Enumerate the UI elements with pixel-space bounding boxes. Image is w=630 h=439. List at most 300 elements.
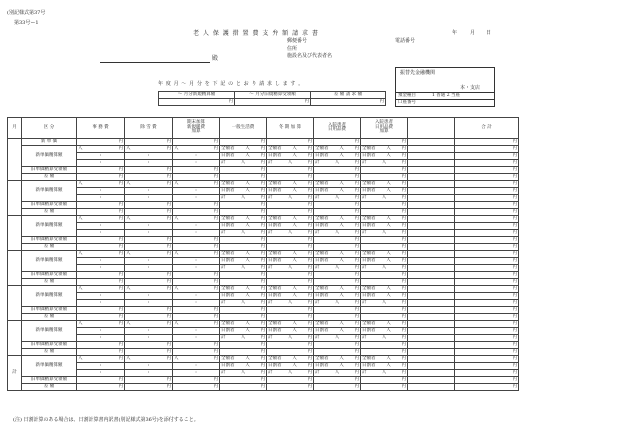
unit-label: 円 <box>354 159 359 165</box>
value-cell[interactable] <box>220 181 267 188</box>
value-cell[interactable] <box>455 202 519 209</box>
value-cell[interactable] <box>267 356 314 363</box>
unit-label: 人 <box>78 250 83 256</box>
value-cell[interactable] <box>220 314 267 321</box>
value-cell[interactable] <box>125 342 173 349</box>
unit-label: 円 <box>166 383 171 389</box>
value-cell[interactable] <box>267 272 314 279</box>
value-cell[interactable] <box>314 363 361 370</box>
value-cell[interactable] <box>125 146 173 153</box>
value-cell[interactable] <box>220 307 267 314</box>
value-cell[interactable] <box>361 153 408 160</box>
unit-label: 日割者 <box>315 327 329 333</box>
value-cell[interactable] <box>77 286 125 293</box>
value-cell[interactable] <box>314 188 361 195</box>
unit-label: 日割者 <box>315 362 329 368</box>
value-cell[interactable] <box>267 167 314 174</box>
value-cell[interactable] <box>125 251 173 258</box>
value-cell[interactable] <box>314 328 361 335</box>
value-cell[interactable] <box>173 314 220 321</box>
value-cell[interactable] <box>455 279 519 286</box>
value-cell[interactable] <box>77 384 125 391</box>
value-cell[interactable] <box>220 356 267 363</box>
value-cell[interactable] <box>314 314 361 321</box>
value-cell[interactable] <box>173 286 220 293</box>
value-cell[interactable] <box>220 146 267 153</box>
value-cell[interactable] <box>125 139 173 146</box>
value-cell[interactable] <box>314 342 361 349</box>
unit-label: 計 <box>268 264 273 270</box>
value-cell[interactable] <box>455 195 519 202</box>
value-cell[interactable] <box>455 272 519 279</box>
value-cell[interactable] <box>267 174 314 181</box>
value-cell[interactable] <box>267 300 314 307</box>
value-cell[interactable] <box>455 237 519 244</box>
unit-label: 円 <box>512 215 517 221</box>
unit-label: 人 <box>386 152 391 158</box>
value-cell[interactable] <box>220 174 267 181</box>
value-cell[interactable] <box>361 216 408 223</box>
value-cell[interactable] <box>220 251 267 258</box>
value-cell[interactable] <box>361 160 408 167</box>
value-cell[interactable] <box>220 223 267 230</box>
value-cell[interactable] <box>125 321 173 328</box>
value-cell[interactable] <box>314 272 361 279</box>
unit-label: 計 <box>268 159 273 165</box>
value-cell[interactable] <box>267 202 314 209</box>
value-cell[interactable] <box>220 244 267 251</box>
value-cell[interactable] <box>314 307 361 314</box>
value-cell[interactable] <box>314 202 361 209</box>
value-cell[interactable] <box>314 279 361 286</box>
value-cell[interactable] <box>361 265 408 272</box>
value-cell[interactable] <box>173 181 220 188</box>
value-cell[interactable] <box>455 314 519 321</box>
value-cell[interactable] <box>361 258 408 265</box>
value-cell[interactable] <box>77 349 125 356</box>
value-cell[interactable] <box>314 349 361 356</box>
value-cell[interactable] <box>173 342 220 349</box>
value-cell[interactable] <box>267 209 314 216</box>
value-cell[interactable] <box>77 314 125 321</box>
value-cell[interactable] <box>267 265 314 272</box>
value-cell[interactable] <box>125 244 173 251</box>
value-cell[interactable] <box>455 265 519 272</box>
value-cell[interactable] <box>77 307 125 314</box>
value-cell[interactable] <box>77 244 125 251</box>
unit-label: 円 <box>166 145 171 151</box>
value-cell[interactable] <box>314 160 361 167</box>
value-cell[interactable] <box>455 321 519 328</box>
value-cell[interactable] <box>173 279 220 286</box>
value-cell[interactable] <box>267 370 314 377</box>
value-cell[interactable] <box>361 321 408 328</box>
unit-label: 円 <box>512 180 517 186</box>
value-cell[interactable] <box>220 209 267 216</box>
value-cell[interactable] <box>361 244 408 251</box>
value-cell[interactable] <box>314 153 361 160</box>
value-cell[interactable] <box>77 216 125 223</box>
unit-label: 円 <box>118 271 123 277</box>
value-cell[interactable] <box>361 209 408 216</box>
value-cell[interactable] <box>314 356 361 363</box>
value-cell[interactable] <box>455 251 519 258</box>
value-cell[interactable] <box>220 370 267 377</box>
value-cell[interactable] <box>173 174 220 181</box>
value-cell[interactable] <box>267 195 314 202</box>
unit-label: 円 <box>118 341 123 347</box>
value-cell[interactable] <box>77 146 125 153</box>
value-cell[interactable] <box>77 167 125 174</box>
value-cell[interactable] <box>267 335 314 342</box>
value-cell[interactable] <box>77 139 125 146</box>
value-cell[interactable] <box>361 146 408 153</box>
value-cell[interactable] <box>455 216 519 223</box>
value-cell[interactable] <box>314 216 361 223</box>
value-cell[interactable] <box>125 349 173 356</box>
value-cell[interactable] <box>314 167 361 174</box>
value-cell[interactable] <box>220 328 267 335</box>
value-cell[interactable] <box>361 314 408 321</box>
value-cell[interactable] <box>77 342 125 349</box>
unit-label: 人 <box>287 194 293 200</box>
value-cell[interactable] <box>361 167 408 174</box>
value-cell[interactable] <box>314 300 361 307</box>
value-cell[interactable] <box>314 370 361 377</box>
value-cell[interactable] <box>314 384 361 391</box>
value-cell[interactable] <box>220 300 267 307</box>
value-cell[interactable] <box>220 335 267 342</box>
value-cell[interactable] <box>77 272 125 279</box>
value-cell[interactable] <box>220 265 267 272</box>
value-cell[interactable] <box>220 139 267 146</box>
value-cell[interactable] <box>77 202 125 209</box>
value-cell[interactable] <box>361 307 408 314</box>
value-cell[interactable] <box>267 230 314 237</box>
value-cell[interactable] <box>455 349 519 356</box>
value-cell[interactable] <box>267 279 314 286</box>
value-cell[interactable] <box>125 314 173 321</box>
value-cell[interactable] <box>455 363 519 370</box>
value-cell[interactable] <box>361 188 408 195</box>
value-cell[interactable] <box>314 258 361 265</box>
value-cell[interactable] <box>77 279 125 286</box>
unit-label: 円 <box>307 201 312 207</box>
value-cell[interactable] <box>267 181 314 188</box>
value-cell[interactable] <box>173 272 220 279</box>
value-cell <box>408 174 455 181</box>
value-cell[interactable] <box>361 384 408 391</box>
value-cell[interactable] <box>220 384 267 391</box>
value-cell[interactable] <box>455 335 519 342</box>
value-cell[interactable] <box>361 328 408 335</box>
value-cell[interactable] <box>220 195 267 202</box>
value-cell[interactable] <box>361 202 408 209</box>
value-cell[interactable] <box>314 146 361 153</box>
value-cell[interactable] <box>173 307 220 314</box>
unit-label: 円 <box>401 271 406 277</box>
value-cell[interactable] <box>173 321 220 328</box>
value-cell[interactable] <box>361 272 408 279</box>
table-row <box>8 342 519 349</box>
unit-label: 円 <box>307 152 312 158</box>
value-cell[interactable] <box>77 237 125 244</box>
value-cell[interactable] <box>455 174 519 181</box>
value-cell[interactable] <box>125 167 173 174</box>
value-cell[interactable] <box>314 209 361 216</box>
value-cell[interactable] <box>361 293 408 300</box>
row-label-old-settle: 旧単価精算受領額 <box>22 272 77 279</box>
value-cell[interactable] <box>125 272 173 279</box>
value-cell <box>408 335 455 342</box>
value-cell[interactable] <box>125 356 173 363</box>
value-cell[interactable] <box>455 223 519 230</box>
value-cell[interactable] <box>220 160 267 167</box>
value-cell[interactable] <box>455 384 519 391</box>
summary-new-amount[interactable]: 円 <box>159 99 235 106</box>
unit-label: 計 <box>268 334 273 340</box>
unit-label: 円 <box>213 285 218 291</box>
summary-header-old: ～ 月分旧規精算受領額 <box>235 92 311 99</box>
value-cell[interactable] <box>77 377 125 384</box>
value-cell[interactable] <box>173 356 220 363</box>
value-cell[interactable] <box>455 188 519 195</box>
value-cell[interactable] <box>314 181 361 188</box>
value-cell[interactable] <box>361 342 408 349</box>
value-cell[interactable] <box>267 293 314 300</box>
unit-label: 円 <box>512 264 517 270</box>
value-cell[interactable] <box>455 167 519 174</box>
value-cell[interactable] <box>77 181 125 188</box>
value-cell[interactable] <box>125 181 173 188</box>
value-cell[interactable] <box>361 370 408 377</box>
value-cell[interactable] <box>267 363 314 370</box>
value-cell[interactable] <box>267 258 314 265</box>
value-cell[interactable] <box>125 202 173 209</box>
value-cell[interactable] <box>77 209 125 216</box>
value-cell[interactable] <box>314 174 361 181</box>
value-cell[interactable] <box>361 237 408 244</box>
value-cell[interactable] <box>125 377 173 384</box>
table-row <box>8 181 519 188</box>
unit-label: 円 <box>307 362 312 368</box>
value-cell[interactable] <box>267 216 314 223</box>
value-cell[interactable] <box>220 188 267 195</box>
value-cell[interactable] <box>267 160 314 167</box>
value-cell[interactable] <box>267 286 314 293</box>
value-cell[interactable] <box>267 342 314 349</box>
value-cell[interactable] <box>361 223 408 230</box>
value-cell[interactable] <box>173 167 220 174</box>
value-cell[interactable] <box>77 174 125 181</box>
summary-old-amount[interactable]: 円 <box>235 99 311 106</box>
value-cell[interactable] <box>455 342 519 349</box>
value-cell[interactable] <box>361 349 408 356</box>
unit-label: 円 <box>401 334 406 340</box>
value-cell[interactable] <box>314 286 361 293</box>
value-cell[interactable] <box>220 349 267 356</box>
value-cell[interactable] <box>267 237 314 244</box>
value-cell[interactable] <box>173 251 220 258</box>
value-cell[interactable] <box>267 139 314 146</box>
value-cell[interactable] <box>125 384 173 391</box>
value-cell[interactable] <box>125 216 173 223</box>
unit-label: 円 <box>401 369 406 375</box>
value-cell[interactable] <box>125 209 173 216</box>
unit-label: 円 <box>118 201 123 207</box>
value-cell[interactable] <box>314 244 361 251</box>
value-cell[interactable] <box>314 335 361 342</box>
table-row <box>8 237 519 244</box>
value-cell[interactable] <box>455 146 519 153</box>
summary-diff-amount[interactable]: 円 <box>311 99 386 106</box>
table-row <box>8 223 519 230</box>
value-cell[interactable] <box>173 202 220 209</box>
value-cell[interactable] <box>361 174 408 181</box>
value-cell[interactable] <box>455 160 519 167</box>
unit-label: 人 <box>245 250 250 256</box>
value-cell <box>408 153 455 160</box>
value-cell[interactable] <box>220 363 267 370</box>
unit-label: 円 <box>260 166 265 172</box>
value-cell[interactable] <box>267 384 314 391</box>
value-cell[interactable] <box>267 314 314 321</box>
value-cell[interactable] <box>173 146 220 153</box>
value-cell[interactable] <box>267 244 314 251</box>
value-cell[interactable] <box>77 356 125 363</box>
value-cell[interactable] <box>455 307 519 314</box>
value-cell[interactable] <box>361 181 408 188</box>
value-cell[interactable] <box>455 181 519 188</box>
unit-label: 円 <box>166 138 171 144</box>
value-cell[interactable] <box>267 377 314 384</box>
value-cell[interactable] <box>361 300 408 307</box>
unit-label: 円 <box>512 173 517 179</box>
value-cell[interactable] <box>314 139 361 146</box>
value-cell[interactable] <box>455 328 519 335</box>
value-cell[interactable] <box>455 244 519 251</box>
value-cell[interactable] <box>314 237 361 244</box>
value-cell[interactable] <box>77 251 125 258</box>
unit-label: 人 <box>78 145 83 151</box>
value-cell[interactable] <box>173 237 220 244</box>
value-cell[interactable] <box>267 146 314 153</box>
value-cell[interactable] <box>220 202 267 209</box>
value-cell[interactable] <box>220 216 267 223</box>
value-cell[interactable] <box>220 167 267 174</box>
value-cell[interactable] <box>267 349 314 356</box>
value-cell[interactable] <box>220 293 267 300</box>
unit-label: 円 <box>512 313 517 319</box>
unit-label: 全額者 <box>268 285 282 291</box>
value-cell[interactable] <box>314 293 361 300</box>
value-cell[interactable] <box>125 174 173 181</box>
value-cell[interactable] <box>361 230 408 237</box>
value-cell[interactable] <box>455 370 519 377</box>
value-cell[interactable] <box>173 209 220 216</box>
table-row <box>8 286 519 293</box>
value-cell[interactable] <box>361 377 408 384</box>
value-cell[interactable] <box>77 321 125 328</box>
unit-label: 人 <box>245 145 250 151</box>
value-cell[interactable] <box>361 279 408 286</box>
value-cell[interactable] <box>220 279 267 286</box>
value-cell[interactable] <box>125 279 173 286</box>
value-cell[interactable] <box>361 335 408 342</box>
value-cell[interactable] <box>361 286 408 293</box>
value-cell[interactable] <box>220 153 267 160</box>
unit-label: 円 <box>213 145 218 151</box>
value-cell[interactable] <box>361 363 408 370</box>
value-cell[interactable] <box>314 321 361 328</box>
value-cell[interactable] <box>361 195 408 202</box>
value-cell[interactable] <box>173 244 220 251</box>
value-cell[interactable] <box>173 349 220 356</box>
unit-label: 人 <box>334 299 340 305</box>
value-cell[interactable] <box>220 237 267 244</box>
unit-label: 円 <box>166 201 171 207</box>
value-cell[interactable] <box>455 258 519 265</box>
value-cell[interactable] <box>220 258 267 265</box>
value-cell[interactable] <box>220 272 267 279</box>
unit-label: 人 <box>174 250 179 256</box>
value-cell: : <box>173 188 220 195</box>
value-cell[interactable] <box>267 188 314 195</box>
value-cell[interactable] <box>361 139 408 146</box>
value-cell[interactable] <box>220 230 267 237</box>
unit-label: 円 <box>118 313 123 319</box>
value-cell[interactable] <box>361 356 408 363</box>
value-cell[interactable] <box>455 139 519 146</box>
value-cell[interactable] <box>220 286 267 293</box>
value-cell[interactable] <box>220 342 267 349</box>
value-cell[interactable] <box>314 251 361 258</box>
value-cell[interactable] <box>455 230 519 237</box>
value-cell[interactable] <box>361 251 408 258</box>
value-cell[interactable] <box>314 265 361 272</box>
value-cell[interactable] <box>173 377 220 384</box>
value-cell[interactable] <box>314 195 361 202</box>
value-cell[interactable] <box>267 321 314 328</box>
value-cell[interactable] <box>455 153 519 160</box>
value-cell[interactable] <box>125 237 173 244</box>
value-cell[interactable] <box>455 209 519 216</box>
value-cell[interactable] <box>267 307 314 314</box>
unit-label: 人 <box>339 320 344 326</box>
value-cell[interactable] <box>314 223 361 230</box>
value-cell[interactable] <box>125 286 173 293</box>
value-cell[interactable] <box>220 377 267 384</box>
value-cell[interactable] <box>314 377 361 384</box>
value-cell[interactable] <box>455 377 519 384</box>
value-cell[interactable] <box>455 286 519 293</box>
value-cell[interactable] <box>267 328 314 335</box>
unit-label: 円 <box>307 313 312 319</box>
value-cell[interactable] <box>125 307 173 314</box>
value-cell[interactable] <box>267 153 314 160</box>
value-cell[interactable] <box>455 300 519 307</box>
value-cell[interactable] <box>173 384 220 391</box>
value-cell[interactable] <box>455 356 519 363</box>
value-cell[interactable] <box>173 139 220 146</box>
value-cell[interactable] <box>173 216 220 223</box>
value-cell[interactable] <box>455 293 519 300</box>
value-cell[interactable] <box>314 230 361 237</box>
value-cell[interactable] <box>267 223 314 230</box>
value-cell: : <box>125 293 173 300</box>
value-cell[interactable] <box>220 321 267 328</box>
value-cell[interactable] <box>267 251 314 258</box>
